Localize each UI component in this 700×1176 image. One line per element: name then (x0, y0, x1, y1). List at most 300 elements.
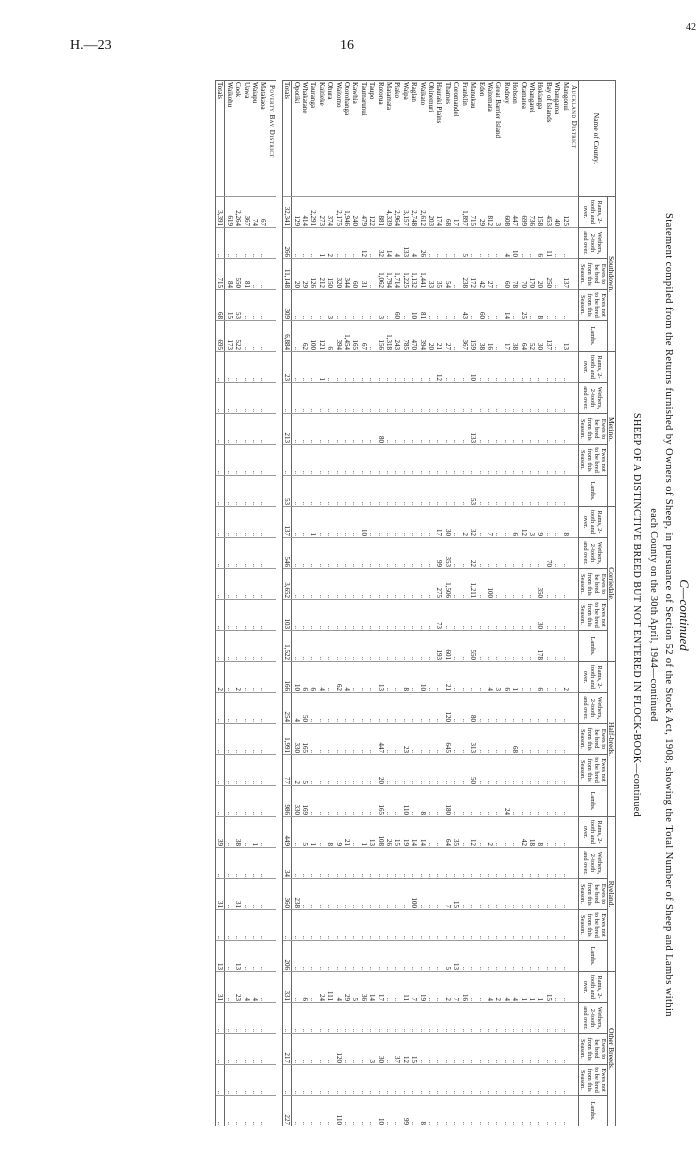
table-cell: .. (519, 600, 527, 631)
table-cell: .. (410, 755, 418, 786)
table-cell: .. (368, 693, 376, 724)
table-cell: 193 (435, 631, 443, 662)
table-cell: 120 (444, 693, 452, 724)
table-cell: .. (215, 507, 224, 538)
county-name: Kawhia (351, 81, 359, 197)
table-cell: .. (502, 817, 510, 848)
table-cell: .. (494, 755, 502, 786)
table-cell: .. (259, 1065, 267, 1096)
table-cell (570, 569, 579, 600)
column-header: Wethers, 2-tooth and over. (582, 386, 604, 410)
table-cell: .. (242, 848, 250, 879)
table-cell: .. (427, 755, 435, 786)
table-cell: .. (427, 631, 435, 662)
table-cell: .. (259, 476, 267, 507)
table-cell: 986 (282, 786, 291, 817)
table-cell: 5 (351, 972, 359, 1003)
table-cell: .. (477, 724, 485, 755)
table-cell: .. (309, 879, 317, 910)
table-subject: SHEEP OF A DISTINCTIVE BREED BUT NOT ENTERED IN FLOCK-BOOK—continued (631, 413, 642, 817)
table-cell: .. (376, 693, 384, 724)
table-cell: .. (477, 1065, 485, 1096)
table-cell: .. (309, 1096, 317, 1127)
table-cell: 15 (544, 972, 552, 1003)
table-cell (267, 352, 275, 383)
table-row (401, 81, 409, 1127)
table-cell: 3,157 (401, 197, 409, 228)
table-row (502, 81, 510, 1127)
table-cell: .. (259, 445, 267, 476)
breed-header: Half-breds. (608, 662, 616, 817)
table-cell: .. (519, 879, 527, 910)
table-cell: .. (251, 228, 259, 259)
table-cell: 546 (282, 538, 291, 569)
table-cell: 170 (528, 259, 536, 290)
county-name: Rodney (502, 81, 510, 197)
table-cell: .. (477, 972, 485, 1003)
table-row (418, 81, 426, 1127)
table-cell: .. (544, 631, 552, 662)
table-cell: .. (460, 569, 468, 600)
table-cell: .. (292, 600, 301, 631)
table-cell: .. (393, 941, 401, 972)
table-cell: .. (326, 538, 334, 569)
table-cell: .. (225, 476, 234, 507)
table-cell: .. (511, 1065, 519, 1096)
table-cell: 77 (282, 755, 291, 786)
table-cell: .. (259, 538, 267, 569)
table-cell: .. (435, 910, 443, 941)
table-cell: 550 (234, 259, 242, 290)
table-cell: .. (528, 1034, 536, 1065)
table-cell: .. (242, 538, 250, 569)
column-header: Rams, 2-tooth and over. (582, 820, 604, 844)
table-cell (267, 972, 275, 1003)
table-cell (570, 259, 579, 290)
table-cell: .. (410, 724, 418, 755)
table-cell: .. (376, 910, 384, 941)
table-cell: .. (511, 910, 519, 941)
table-cell: .. (460, 383, 468, 414)
table-cell: .. (452, 600, 460, 631)
table-cell (570, 476, 579, 507)
table-cell: .. (251, 538, 259, 569)
column-header: Ewes not to be bred from this Season. (579, 447, 607, 473)
table-cell: 6 (326, 321, 334, 352)
column-header: Lambs. (589, 791, 597, 811)
table-cell: 20 (536, 259, 544, 290)
table-cell: .. (343, 538, 351, 569)
table-cell: .. (477, 352, 485, 383)
table-cell: .. (418, 755, 426, 786)
table-cell: .. (511, 290, 519, 321)
table-cell: .. (343, 755, 351, 786)
table-cell: .. (494, 445, 502, 476)
table-cell: 645 (444, 724, 452, 755)
table-cell: .. (359, 445, 367, 476)
table-cell: .. (292, 383, 301, 414)
table-cell: .. (234, 538, 242, 569)
table-cell: .. (460, 755, 468, 786)
table-cell: 2,748 (410, 197, 418, 228)
table-cell: 80 (376, 414, 384, 445)
table-cell: 254 (282, 693, 291, 724)
table-cell: 23 (234, 972, 242, 1003)
table-cell: .. (561, 910, 569, 941)
table-cell: 3 (528, 507, 536, 538)
table-cell: .. (225, 786, 234, 817)
table-cell: .. (317, 538, 325, 569)
table-cell: .. (519, 941, 527, 972)
table-cell: .. (401, 507, 409, 538)
table-cell: .. (452, 321, 460, 352)
table-cell: .. (519, 910, 527, 941)
table-cell (570, 1065, 579, 1096)
table-cell: .. (477, 941, 485, 972)
table-cell: 4 (334, 972, 342, 1003)
table-cell: .. (494, 941, 502, 972)
table-cell: 137 (544, 321, 552, 352)
table-cell: .. (385, 724, 393, 755)
table-cell: 2 (444, 972, 452, 1003)
table-cell: .. (502, 600, 510, 631)
table-cell: 414 (301, 197, 309, 228)
table-cell: 344 (343, 259, 351, 290)
table-cell: .. (359, 910, 367, 941)
table-cell: .. (292, 290, 301, 321)
table-cell: .. (393, 848, 401, 879)
table-cell: 133 (469, 414, 477, 445)
table-cell: .. (427, 476, 435, 507)
table-cell: 30 (444, 507, 452, 538)
table-cell: .. (317, 631, 325, 662)
table-cell: .. (301, 631, 309, 662)
table-cell: .. (368, 631, 376, 662)
county-name: Opotiki (292, 81, 301, 197)
table-row (477, 81, 485, 1127)
county-name: Waitemata (486, 81, 494, 197)
county-name: Whangarei (528, 81, 536, 197)
table-cell: .. (225, 445, 234, 476)
table-cell: .. (410, 352, 418, 383)
table-cell: .. (225, 228, 234, 259)
table-cell: .. (486, 1065, 494, 1096)
table-cell: 608 (502, 197, 510, 228)
table-cell: .. (215, 910, 224, 941)
table-cell: .. (242, 600, 250, 631)
table-cell: 32 (469, 507, 477, 538)
table-cell: .. (393, 631, 401, 662)
table-cell: .. (292, 1096, 301, 1127)
table-cell: .. (334, 352, 342, 383)
table-cell: 1,897 (460, 197, 468, 228)
table-cell: .. (469, 910, 477, 941)
table-cell: .. (309, 972, 317, 1003)
table-cell: .. (242, 476, 250, 507)
table-cell: .. (368, 569, 376, 600)
table-cell: .. (251, 1065, 259, 1096)
table-cell: .. (334, 414, 342, 445)
sheep-statistics-table (215, 80, 616, 1126)
table-cell: .. (418, 414, 426, 445)
table-cell: .. (536, 941, 544, 972)
county-name: Whakatane (301, 81, 309, 197)
column-header: Wethers, 2-tooth and over. (582, 696, 604, 720)
table-cell: 2,964 (393, 197, 401, 228)
table-cell: .. (301, 848, 309, 879)
table-cell: .. (376, 445, 384, 476)
table-cell: .. (317, 941, 325, 972)
table-cell: .. (215, 538, 224, 569)
table-cell: .. (427, 1003, 435, 1034)
table-cell: .. (326, 910, 334, 941)
table-cell: .. (561, 1034, 569, 1065)
table-cell: .. (410, 507, 418, 538)
table-cell: .. (368, 445, 376, 476)
table-cell: .. (502, 724, 510, 755)
table-cell: .. (326, 941, 334, 972)
table-cell: 53 (282, 476, 291, 507)
table-cell (570, 290, 579, 321)
table-cell: 26 (418, 228, 426, 259)
table-cell: .. (553, 600, 561, 631)
county-name: Taupo (368, 81, 376, 197)
column-header: Wethers, 2-tooth and over. (582, 851, 604, 875)
table-cell: .. (410, 631, 418, 662)
table-cell: .. (292, 352, 301, 383)
table-cell: .. (452, 569, 460, 600)
table-cell: .. (469, 600, 477, 631)
table-row (393, 81, 401, 1127)
table-cell: .. (528, 631, 536, 662)
table-cell: .. (561, 414, 569, 445)
table-cell: .. (494, 538, 502, 569)
table-cell: .. (494, 600, 502, 631)
table-cell: .. (259, 910, 267, 941)
table-cell: .. (553, 724, 561, 755)
table-cell: .. (385, 1003, 393, 1034)
table-cell: .. (351, 383, 359, 414)
table-cell: .. (469, 879, 477, 910)
table-cell: 23 (401, 724, 409, 755)
table-cell: 29 (343, 972, 351, 1003)
table-cell: .. (242, 817, 250, 848)
table-cell: 447 (511, 197, 519, 228)
table-cell: 30 (376, 1034, 384, 1065)
table-cell: .. (385, 507, 393, 538)
table-cell: 6 (536, 662, 544, 693)
table-cell: .. (359, 352, 367, 383)
table-cell: .. (343, 910, 351, 941)
table-cell: .. (385, 538, 393, 569)
table-cell: 43 (460, 290, 468, 321)
table-cell: 156 (376, 321, 384, 352)
table-cell: .. (385, 383, 393, 414)
table-cell: .. (528, 1003, 536, 1034)
table-cell: .. (215, 631, 224, 662)
table-cell: .. (511, 1096, 519, 1127)
table-cell: .. (486, 414, 494, 445)
county-name: Mangonui (561, 81, 569, 197)
table-cell: .. (259, 383, 267, 414)
table-cell: .. (292, 476, 301, 507)
table-cell: .. (326, 352, 334, 383)
table-cell: 62 (301, 321, 309, 352)
table-cell (267, 755, 275, 786)
table-cell: .. (502, 1003, 510, 1034)
table-cell: .. (528, 693, 536, 724)
table-cell: .. (494, 507, 502, 538)
table-cell: 736 (528, 197, 536, 228)
table-cell: 111 (326, 972, 334, 1003)
table-cell: .. (385, 972, 393, 1003)
table-cell: .. (401, 445, 409, 476)
table-cell: .. (401, 290, 409, 321)
table-row (251, 81, 259, 1127)
table-cell: .. (225, 724, 234, 755)
table-cell: .. (292, 910, 301, 941)
table-cell: .. (410, 445, 418, 476)
table-cell: .. (292, 817, 301, 848)
table-cell: 1,946 (343, 197, 351, 228)
table-cell: .. (385, 414, 393, 445)
table-cell: .. (494, 383, 502, 414)
table-cell: 715 (215, 259, 224, 290)
table-cell: .. (401, 569, 409, 600)
table-cell: .. (418, 724, 426, 755)
column-header-county: Name of County. (579, 81, 616, 197)
table-cell: 19 (418, 972, 426, 1003)
table-cell: .. (343, 600, 351, 631)
table-cell: .. (225, 817, 234, 848)
table-cell: .. (528, 600, 536, 631)
table-cell: .. (334, 755, 342, 786)
table-cell: .. (215, 724, 224, 755)
table-cell: .. (494, 569, 502, 600)
table-cell: .. (251, 259, 259, 290)
table-cell: .. (519, 569, 527, 600)
table-cell: .. (368, 259, 376, 290)
table-cell: 70 (544, 538, 552, 569)
table-cell: .. (477, 476, 485, 507)
spacer-cell (276, 81, 283, 1127)
table-cell: .. (215, 1096, 224, 1127)
table-cell: .. (477, 755, 485, 786)
table-cell: .. (561, 1096, 569, 1127)
table-cell: 14 (418, 817, 426, 848)
table-cell: .. (234, 1003, 242, 1034)
table-cell (267, 414, 275, 445)
table-cell: .. (519, 228, 527, 259)
table-row (544, 81, 552, 1127)
table-cell: .. (309, 1003, 317, 1034)
table-cell: .. (494, 693, 502, 724)
table-cell: .. (528, 538, 536, 569)
table-cell: .. (292, 321, 301, 352)
table-cell: .. (334, 383, 342, 414)
table-cell: .. (494, 786, 502, 817)
table-cell: .. (393, 910, 401, 941)
table-cell: .. (326, 1096, 334, 1127)
table-cell: .. (427, 879, 435, 910)
table-cell: .. (292, 941, 301, 972)
table-cell: .. (326, 693, 334, 724)
table-cell: 7 (486, 507, 494, 538)
table-cell: .. (486, 445, 494, 476)
table-row (309, 81, 317, 1127)
table-cell: 695 (215, 321, 224, 352)
table-row (561, 81, 569, 1127)
table-row (376, 81, 384, 1127)
county-name: Waipa (401, 81, 409, 197)
table-cell: 7 (444, 879, 452, 910)
table-cell: .. (452, 693, 460, 724)
table-cell: .. (393, 786, 401, 817)
table-cell: .. (460, 600, 468, 631)
table-cell: 2,291 (309, 197, 317, 228)
table-cell: .. (494, 848, 502, 879)
table-cell: .. (519, 352, 527, 383)
table-cell: .. (536, 755, 544, 786)
table-cell: .. (359, 414, 367, 445)
table-cell: .. (359, 1065, 367, 1096)
table-cell: .. (410, 693, 418, 724)
table-cell: .. (418, 476, 426, 507)
table-cell: .. (452, 352, 460, 383)
table-cell: .. (427, 724, 435, 755)
table-cell: 64 (519, 321, 527, 352)
table-cell: .. (502, 848, 510, 879)
table-cell: .. (242, 1096, 250, 1127)
table-cell: 5 (444, 941, 452, 972)
table-cell (570, 755, 579, 786)
table-cell (267, 910, 275, 941)
table-cell: .. (544, 848, 552, 879)
table-cell: .. (334, 1003, 342, 1034)
table-cell: .. (215, 848, 224, 879)
table-cell: .. (234, 1096, 242, 1127)
table-cell: .. (477, 786, 485, 817)
table-cell (267, 879, 275, 910)
table-cell: .. (393, 1003, 401, 1034)
table-cell: .. (502, 693, 510, 724)
table-cell: .. (292, 1003, 301, 1034)
table-cell: .. (502, 352, 510, 383)
table-cell: 4,339 (385, 197, 393, 228)
table-cell: .. (301, 1096, 309, 1127)
table-cell (267, 1065, 275, 1096)
table-cell: .. (410, 538, 418, 569)
table-cell: .. (334, 290, 342, 321)
table-cell: 4 (292, 693, 301, 724)
table-cell: .. (343, 1065, 351, 1096)
table-cell: .. (494, 817, 502, 848)
table-cell: 22 (469, 538, 477, 569)
county-name: Great Barrier Island (494, 81, 502, 197)
table-cell: .. (309, 290, 317, 321)
table-cell: .. (326, 476, 334, 507)
table-cell: 13 (561, 321, 569, 352)
table-cell: .. (544, 476, 552, 507)
table-cell (570, 197, 579, 228)
table-cell: .. (536, 476, 544, 507)
table-cell: 14 (410, 817, 418, 848)
table-cell: .. (251, 1034, 259, 1065)
table-cell: .. (427, 941, 435, 972)
table-cell: 360 (282, 879, 291, 910)
table-cell: .. (393, 414, 401, 445)
table-cell (570, 724, 579, 755)
